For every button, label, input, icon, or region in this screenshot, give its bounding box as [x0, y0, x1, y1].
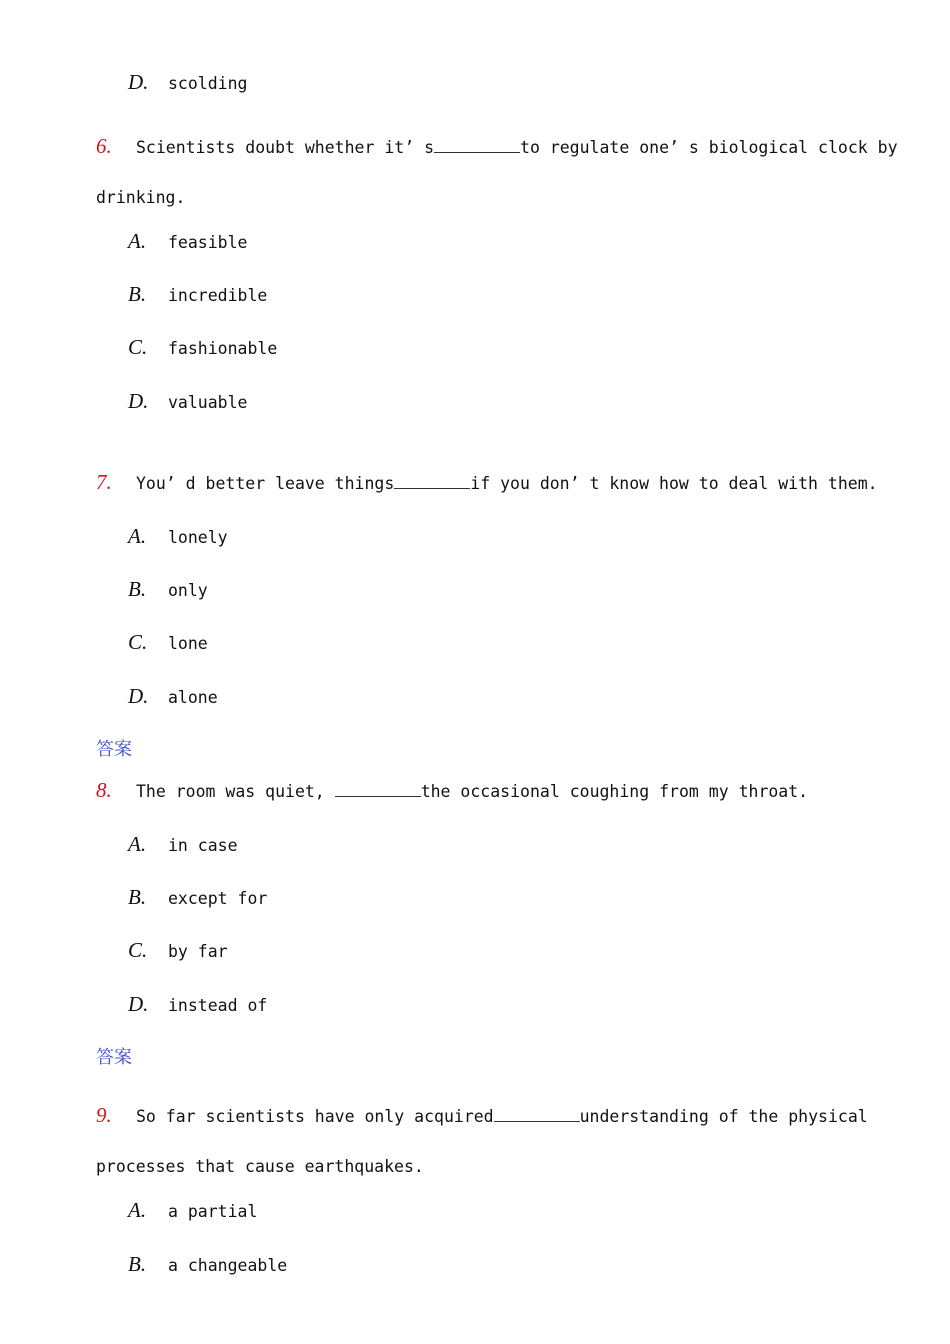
option-q6-b	[128, 282, 267, 308]
option-letter: B.	[128, 577, 147, 601]
option-q8-b	[128, 885, 267, 911]
question-9-continuation: processes that cause earthquakes.	[96, 1157, 424, 1176]
option-text: except for	[168, 889, 268, 908]
answer-blank	[335, 782, 421, 797]
option-q6-a	[128, 229, 247, 255]
question-6-text-after: to regulate one’ s biological clock by	[520, 138, 898, 157]
question-9-stem	[136, 1107, 868, 1126]
option-text: lonely	[168, 528, 228, 547]
option-text: in case	[168, 836, 238, 855]
question-number-8: 8.	[96, 778, 112, 802]
question-number-9: 9.	[96, 1103, 112, 1127]
option-letter: C.	[128, 938, 148, 962]
question-7-stem	[136, 474, 878, 493]
option-letter: C.	[128, 630, 148, 654]
question-6-text-before: Scientists doubt whether it’ s	[136, 138, 435, 157]
option-letter: C.	[128, 335, 148, 359]
option-letter: A.	[128, 229, 147, 253]
option-q9-b	[128, 1252, 287, 1278]
option-q6-c	[128, 335, 277, 361]
option-text: instead of	[168, 996, 268, 1015]
option-text: scolding	[168, 74, 248, 93]
question-7-text-after: if you don’ t know how to deal with them.	[470, 474, 878, 493]
option-text: feasible	[168, 233, 248, 252]
option-letter: A.	[128, 1198, 147, 1222]
question-6-continuation: drinking.	[96, 188, 186, 207]
answer-link-q8[interactable]: 答案	[96, 1047, 132, 1068]
option-q8-c	[128, 938, 228, 964]
question-8-text-after: the occasional coughing from my throat.	[420, 782, 809, 801]
option-text: valuable	[168, 393, 248, 412]
option-letter: B.	[128, 282, 147, 306]
option-letter: A.	[128, 524, 147, 548]
option-q6-d	[128, 389, 247, 415]
option-text: alone	[168, 688, 218, 707]
option-q5-d	[128, 70, 247, 96]
question-7-text-before: You’ d better leave things	[136, 474, 395, 493]
option-q8-d	[128, 992, 267, 1018]
question-8-stem	[136, 782, 808, 801]
option-q7-a	[128, 524, 228, 550]
question-8-text-before: The room was quiet,	[136, 782, 335, 801]
option-text: incredible	[168, 286, 268, 305]
question-number-6: 6.	[96, 134, 112, 158]
option-letter: D.	[128, 684, 149, 708]
option-letter: D.	[128, 70, 149, 94]
option-letter: B.	[128, 1252, 147, 1276]
option-text: only	[168, 581, 208, 600]
option-text: a changeable	[168, 1256, 288, 1275]
option-q8-a	[128, 832, 238, 858]
option-letter: D.	[128, 992, 149, 1016]
answer-blank	[394, 474, 470, 489]
option-letter: B.	[128, 885, 147, 909]
option-q7-d	[128, 684, 218, 710]
answer-blank	[434, 138, 520, 153]
question-9-text-after: understanding of the physical	[579, 1107, 868, 1126]
option-q9-a	[128, 1198, 257, 1224]
option-text: by far	[168, 942, 228, 961]
option-text: lone	[168, 634, 208, 653]
answer-blank	[494, 1107, 580, 1122]
option-q7-c	[128, 630, 208, 656]
option-q7-b	[128, 577, 208, 603]
question-number-7: 7.	[96, 470, 112, 494]
option-letter: A.	[128, 832, 147, 856]
option-text: a partial	[168, 1202, 258, 1221]
question-9-text-before: So far scientists have only acquired	[136, 1107, 494, 1126]
option-text: fashionable	[168, 339, 278, 358]
option-letter: D.	[128, 389, 149, 413]
question-6-stem	[136, 138, 898, 157]
answer-link-q7[interactable]: 答案	[96, 739, 132, 760]
